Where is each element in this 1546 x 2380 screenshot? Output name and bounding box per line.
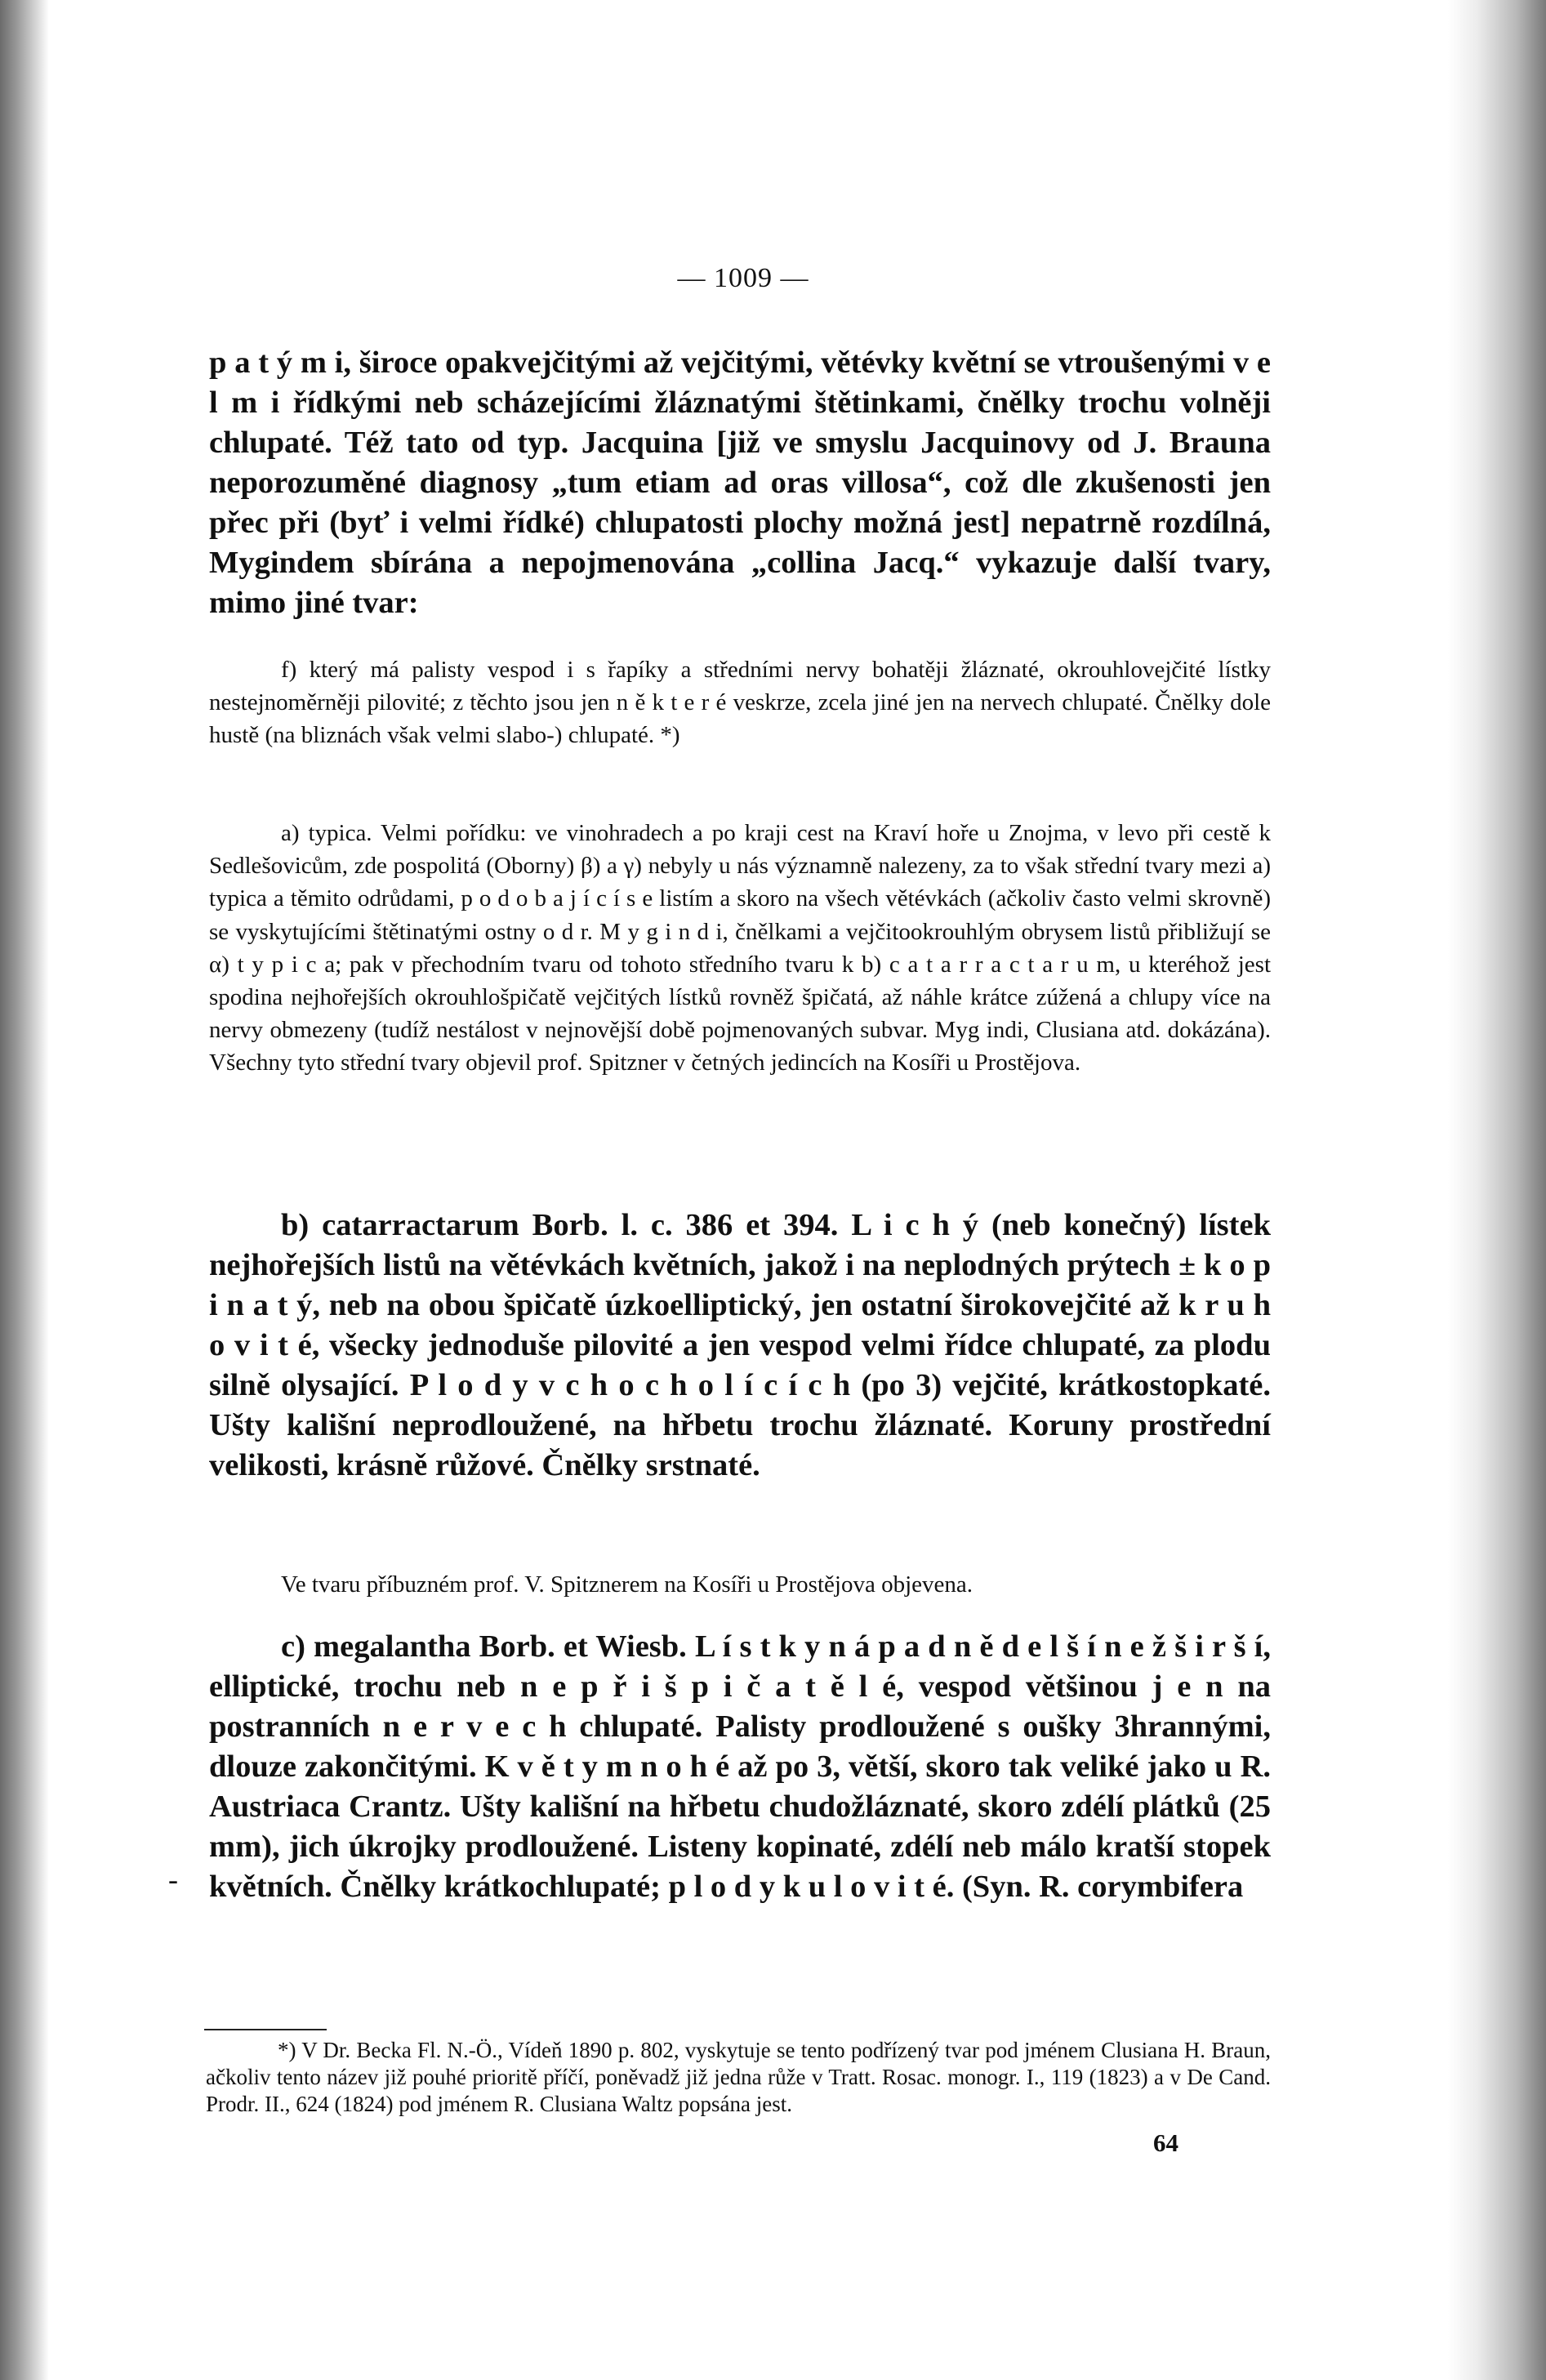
continuation-paragraph: p a t ý m i, široce opakvejčitými až vejčitými, větévky květní se vtroušenými v e l m i řídkými neb scházejícími žláznatými štětinkami, čnělky trochu volněji chlupaté. Též tato od typ. Jacquina [již ve smyslu Jacquinovy od J. Brauna neporozuměné diagnosy „tum etiam ad oras villosa“, což dle zkušenosti jen přec při (byť i velmi řídké) chlupatosti plochy možná jest] nepatrně rozdílná, Mygindem sbírána a nepojmenována „collina Jacq.“ vykazuje další tvary, mimo jiné tvar:: [209, 345, 1271, 620]
variety-c-paragraph: c) megalantha Borb. et Wiesb. L í s t k y n á p a d n ě d e l š í n e ž š i r š í, elliptické, trochu neb n e p ř i š p i č a t ě l é, vespod většinou j e n na postranních n e r v e c h chlupaté. Palisty prodloužené s oušky 3hrannými, dlouze zakončitými. K v ě t y m n o h é až po 3, větší, skoro tak veliké jako u R. Austriaca Crantz. Ušty kališní na hřbetu chudožláznaté, skoro zdélí plátků (25 mm), jich úkrojky prodloužené. Listeny kopinaté, zdélí neb málo kratší stopek květních. Čnělky krátkochlupaté; p l o d y k u l o v i t é. (Syn. R. corymbifera: [209, 1629, 1271, 1904]
variety-b-paragraph: b) catarractarum Borb. l. c. 386 et 394. L i c h ý (neb konečný) lístek nejhořejších listů na větévkách květních, jakož i na neplodných prýtech ± k o p i n a t ý, neb na obou špičatě úzkoelliptický, jen ostatní širokovejčité až k r u h o v i t é, všecky jednoduše pilovité a jen vespod velmi řídce chlupaté, za plodu silně olysající. P l o d y v c h o c h o l í c í c h (po 3) vejčité, krátkostopkaté. Ušty kališní neprodloužené, na hřbetu trochu žláznaté. Koruny prostřední velikosti, krásně růžové. Čnělky srstnaté.: [209, 1208, 1271, 1482]
page-number: — 1009 —: [677, 263, 809, 293]
footnote-rule: [204, 2029, 327, 2030]
footnote: *) V Dr. Becka Fl. N.-Ö., Vídeň 1890 p. 802, vyskytuje se tento podřízený tvar pod jménem Clusiana H. Braun, ačkoliv tento název již pouhé prioritě příčí, poněvadž již jedna růže v Tratt. Rosac. monogr. I., 119 (1823) a v De Cand. Prodr. II., 624 (1824) pod jménem R. Clusiana Waltz popsána jest.: [206, 2038, 1271, 2116]
scan-shadow-right: [1448, 0, 1546, 2380]
scan-shadow-left: [0, 0, 49, 2380]
margin-mark: -: [168, 1863, 178, 1896]
variety-f-paragraph: f) který má palisty vespod i s řapíky a středními nervy bohatěji žláznaté, okrouhlovejčité lístky nestejnoměrněji pilovité; z těchto jsou jen n ě k t e r é veskrze, zcela jiné jen na nervech chlupaté. Čnělky dole hustě (na bliznách však velmi slabo-) chlupaté. *): [209, 657, 1271, 749]
variety-b-note: Ve tvaru příbuzném prof. V. Spitznerem na Kosíři u Prostějova objevena.: [281, 1571, 973, 1598]
variety-a-paragraph: a) typica. Velmi pořídku: ve vinohradech a po kraji cest na Kraví hoře u Znojma, v levo při cestě k Sedlešovicům, zde pospolitá (Oborny) β) a γ) nebyly u nás významně nalezeny, za to však střední tvary mezi a) typica a těmito odrůdami, p o d o b a j í c í s e listím a skoro na všech větévkách (ačkoliv často velmi skrovně) se vyskytujícími štětinatými ostny o d r. M y g i n d i, čnělkami a vejčitookrouhlým obrysem listů přibližují se α) t y p i c a; pak v přechodním tvaru od tohoto středního tvaru k b) c a t a r r a c t a r u m, u kteréhož jest spodina nejhořejších okrouhlošpičatě vejčitých lístků rovněž špičatá, až náhle krátce zúžená a chlupy více na nervy obmezeny (tudíž nestálost v nejnovější době pojmenovaných subvar. Myg indi, Clusiana atd. dokázána). Všechny tyto střední tvary objevil prof. Spitzner v četných jedincích na Kosíři u Prostějova.: [209, 820, 1271, 1076]
sheet-signature: 64: [1153, 2128, 1178, 2157]
